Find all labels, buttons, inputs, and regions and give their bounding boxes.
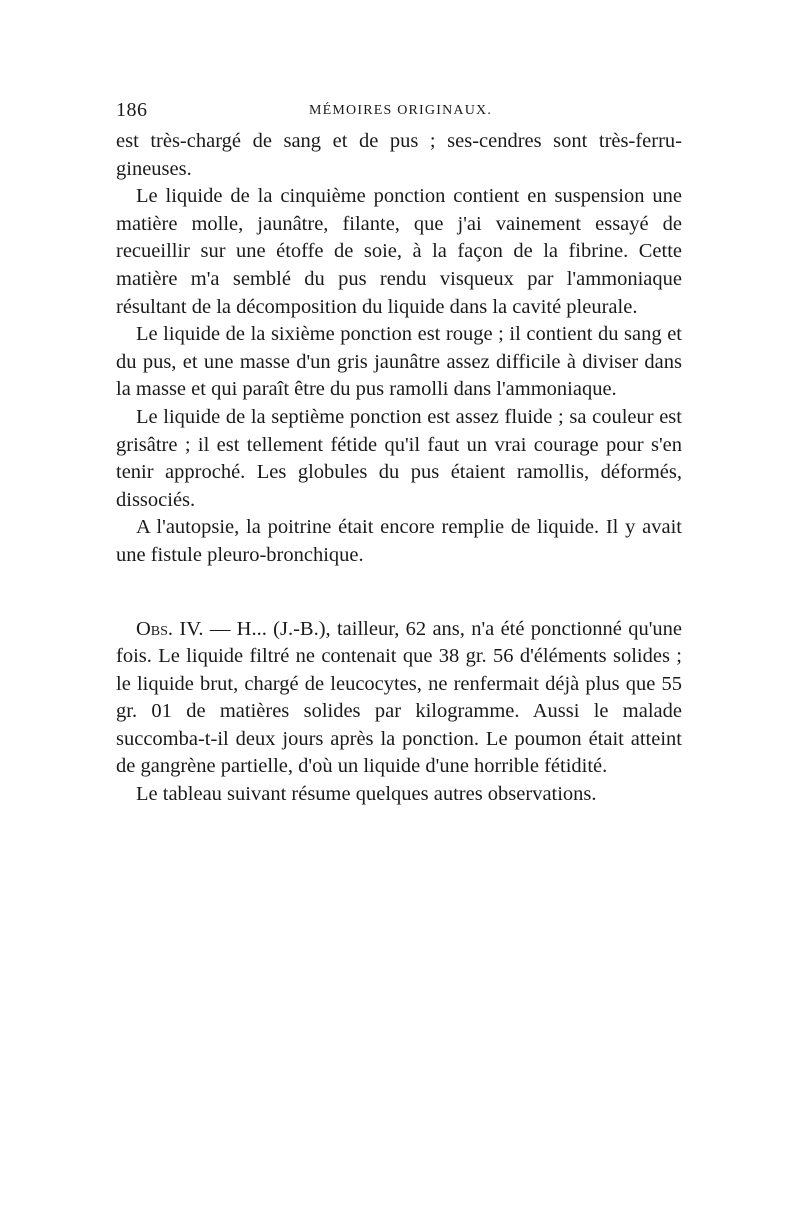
paragraph-seventh-puncture: Le liquide de la septième ponction est assez fluide ; sa couleur est grisâtre ; il est tellement fétide qu'il faut un vrai courage pour s'en tenir approché. Les globules du pus étaient ramollis, déformés, dissociés. — [116, 405, 682, 511]
paragraph-continuation: est très-chargé de sang et de pus ; ses-cendres sont très-ferru-gineuses. — [116, 130, 682, 180]
paragraph-closing: Le tableau suivant résume quelques autres observations. — [136, 783, 597, 806]
observation-label: Obs. IV. — [136, 617, 204, 640]
running-title: MÉMOIRES ORIGINAUX. — [309, 103, 493, 118]
paragraph-autopsy: A l'autopsie, la poitrine était encore remplie de liquide. Il y avait une fistule pleuro-bronchique. — [116, 516, 682, 566]
page-number: 186 — [116, 99, 148, 121]
body-text — [116, 128, 682, 809]
paragraph-fifth-puncture: Le liquide de la cinquième ponction contient en suspension une matière molle, jaunâtre, filante, que j'ai vainement essayé de recueillir sur une étoffe de soie, à la façon de la fibrine. Cette matière m'a semblé du pus rendu visqueux par l'ammoniaque résultant de la décomposition du liquide dans la cavité pleurale. — [116, 185, 682, 318]
paragraph-sixth-puncture: Le liquide de la sixième ponction est rouge ; il contient du sang et du pus, et une masse d'un gris jaunâtre assez difficile à diviser dans la masse et qui paraît être du pus ramolli dans l'ammoniaque. — [116, 323, 682, 401]
observation-paragraph — [116, 616, 682, 782]
observation-text: — H... (J.-B.), tailleur, 62 ans, n'a été ponctionné qu'une fois. Le liquide filtré ne contenait que 38 gr. 56 d'éléments solides ; le liquide brut, chargé de leucocytes, ne renfermait déjà plus que 55 gr. 01 de matières solides par kilogramme. Aussi le malade succomba-t-il deux jours après la ponction. Le poumon était atteint de gangrène partielle, d'où un liquide d'une horrible fétidité. — [116, 617, 682, 778]
running-head — [116, 98, 676, 122]
